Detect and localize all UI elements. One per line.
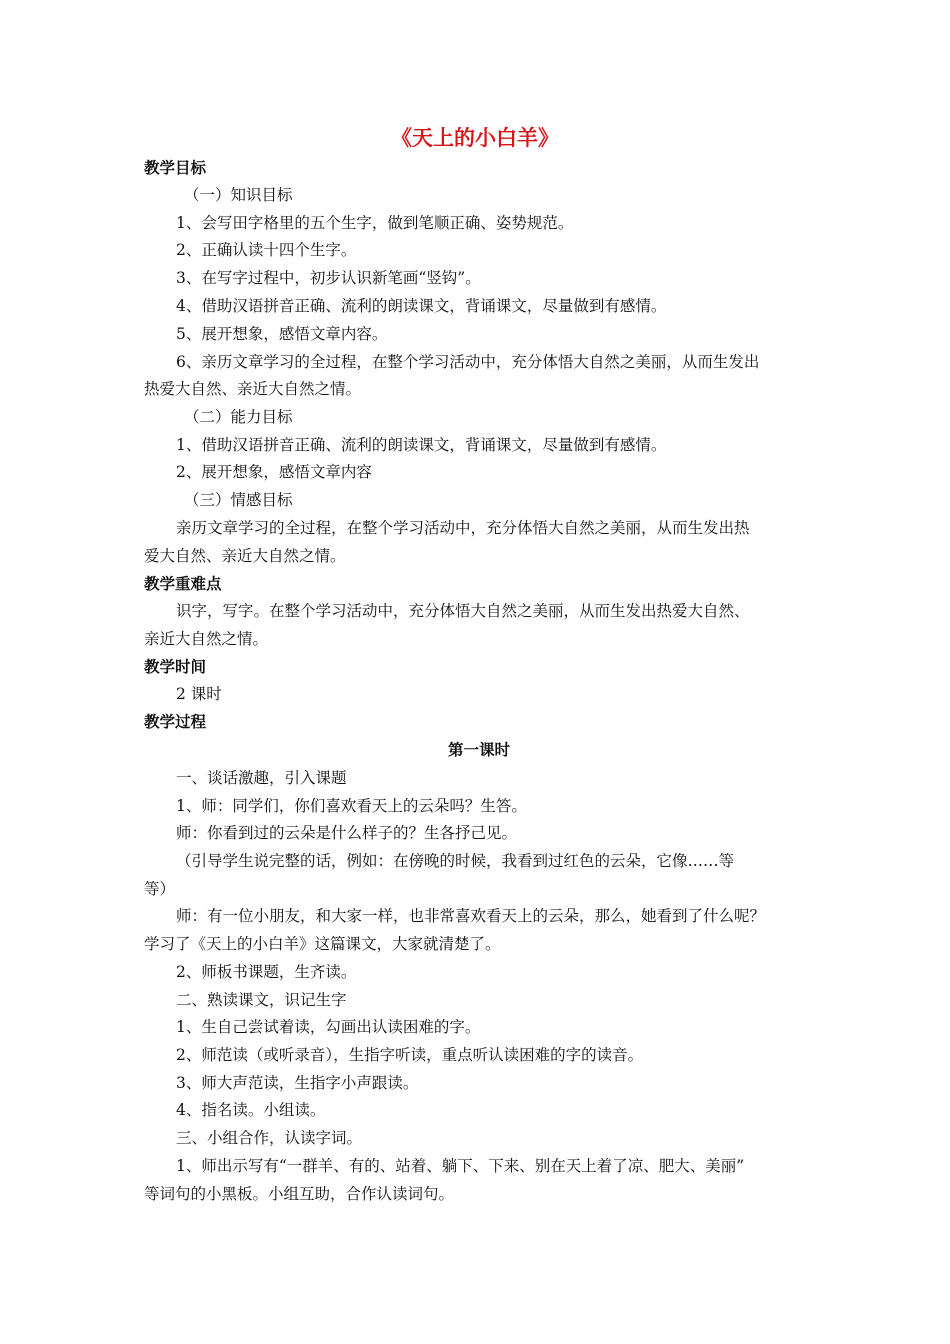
knowledge-item-6-line-2: 热爱大自然、亲近大自然之情。 <box>144 380 362 398</box>
process-line: （引导学生说完整的话，例如：在傍晚的时候，我看到过红色的云朵，它像……等 <box>176 852 735 870</box>
ability-item-1: 1、借助汉语拼音正确、流利的朗读课文，背诵课文，尽量做到有感情。 <box>176 436 667 454</box>
emotion-line-2: 爱大自然、亲近大自然之情。 <box>144 547 346 565</box>
process-line: 师：你看到过的云朵是什么样子的？生各抒己见。 <box>176 824 518 842</box>
knowledge-item-3: 3、在写字过程中，初步认识新笔画“竖钩”。 <box>176 269 481 287</box>
process-line: 4、指名读。小组读。 <box>176 1101 326 1119</box>
emotion-line-1: 亲历文章学习的全过程，在整个学习活动中，充分体悟大自然之美丽，从而生发出热 <box>176 519 750 537</box>
process-line: 1、师：同学们，你们喜欢看天上的云朵吗？生答。 <box>176 797 527 815</box>
process-line: 等词句的小黑板。小组互助，合作认读词句。 <box>144 1185 455 1203</box>
heading-process: 教学过程 <box>144 713 207 731</box>
process-line: 等） <box>144 880 176 898</box>
heading-key-points: 教学重难点 <box>144 575 222 593</box>
process-line: 学习了《天上的小白羊》这篇课文，大家就清楚了。 <box>144 935 501 953</box>
lesson-one-heading: 第一课时 <box>447 741 510 759</box>
key-points-line-1: 识字，写字。在整个学习活动中，充分体悟大自然之美丽，从而生发出热爱大自然、 <box>176 602 750 620</box>
knowledge-item-5: 5、展开想象，感悟文章内容。 <box>176 325 388 343</box>
process-line: 2、师范读（或听录音），生指字听读，重点听认读困难的字的读音。 <box>176 1046 644 1064</box>
knowledge-item-1: 1、会写田字格里的五个生字，做到笔顺正确、姿势规范。 <box>176 214 574 232</box>
knowledge-item-6-line-1: 6、亲历文章学习的全过程，在整个学习活动中，充分体悟大自然之美丽，从而生发出 <box>176 353 760 371</box>
process-line: 1、生自己尝试着读，勾画出认读困难的字。 <box>176 1018 481 1036</box>
process-line: 2、师板书课题，生齐读。 <box>176 963 357 981</box>
process-line: 3、师大声范读，生指字小声跟读。 <box>176 1074 419 1092</box>
process-line: 师：有一位小朋友，和大家一样，也非常喜欢看天上的云朵，那么，她看到了什么呢？ <box>176 907 766 925</box>
process-line: 三、小组合作，认读字词。 <box>176 1129 363 1147</box>
heading-goals: 教学目标 <box>144 159 207 177</box>
subheading-ability: （二）能力目标 <box>184 408 293 426</box>
process-line: 1、师出示写有“一群羊、有的、站着、躺下、下来、别在天上着了凉、肥大、美丽” <box>176 1157 745 1175</box>
process-line: 一、谈话激趣，引入课题 <box>176 769 347 787</box>
knowledge-item-4: 4、借助汉语拼音正确、流利的朗读课文，背诵课文，尽量做到有感情。 <box>176 297 667 315</box>
subheading-knowledge: （一）知识目标 <box>184 186 293 204</box>
key-points-line-2: 亲近大自然之情。 <box>144 630 269 648</box>
knowledge-item-2: 2、正确认读十四个生字。 <box>176 241 357 259</box>
document-title: 《天上的小白羊》 <box>391 126 559 150</box>
time-value: 2 课时 <box>176 685 222 703</box>
ability-item-2: 2、展开想象，感悟文章内容 <box>176 463 372 481</box>
process-line: 二、熟读课文，识记生字 <box>176 991 347 1009</box>
subheading-emotion: （三）情感目标 <box>184 491 293 509</box>
heading-time: 教学时间 <box>144 658 207 676</box>
